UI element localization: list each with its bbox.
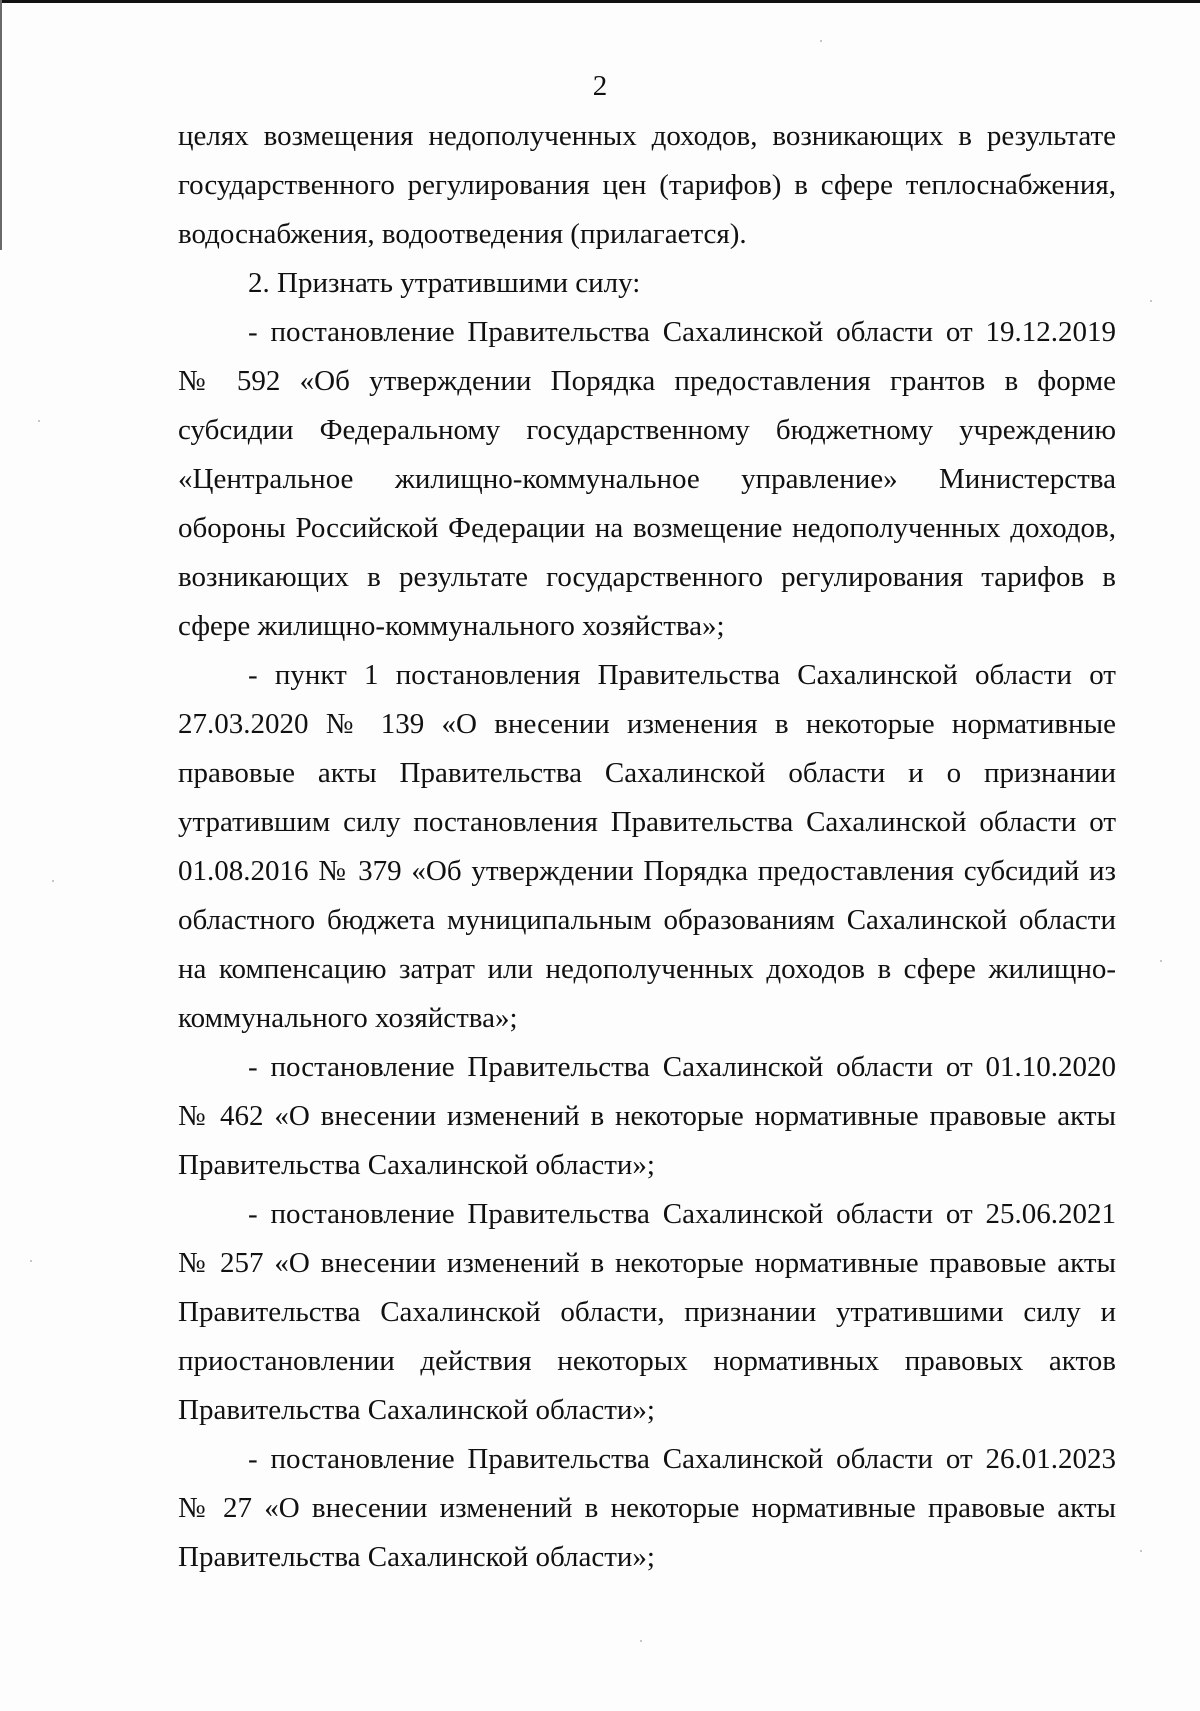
document-body	[178, 112, 1116, 1582]
paragraph-item-2: 2. Признать утратившими силу:	[248, 267, 641, 299]
scan-speckle	[640, 1640, 642, 1642]
scan-left-edge	[0, 0, 2, 250]
paragraph-repeal-462: - постановление Правительства Сахалинской области от 01.10.2020 № 462 «О внесении изменений в некоторые нормативные правовые акты Правительства Сахалинской области»;	[178, 1051, 1116, 1181]
paragraph-repeal-139: - пункт 1 постановления Правительства Сахалинской области от 27.03.2020 № 139 «О внесении изменения в некоторые нормативные правовые акты Правительства Сахалинской области и о признании утратившим силу постановления Правительства Сахалинской области от 01.08.2016 № 379 «Об утверждении Порядка предоставления субсидий из областного бюджета муниципальным образованиям Сахалинской области на компенсацию затрат или недополученных доходов в сфере жилищно-коммунального хозяйства»;	[178, 659, 1116, 1034]
scan-speckle	[1160, 960, 1162, 962]
scan-speckle	[1150, 300, 1152, 302]
scan-speckle	[820, 40, 822, 42]
paragraph-repeal-257: - постановление Правительства Сахалинской области от 25.06.2021 № 257 «О внесении изменений в некоторые нормативные правовые акты Правительства Сахалинской области, признании утратившими силу и приостановлении действия некоторых нормативных правовых актов Правительства Сахалинской области»;	[178, 1198, 1116, 1426]
scan-speckle	[1140, 1550, 1142, 1552]
paragraph-repeal-27: - постановление Правительства Сахалинской области от 26.01.2023 № 27 «О внесении изменений в некоторые нормативные правовые акты Правительства Сахалинской области»;	[178, 1443, 1116, 1573]
paragraph-repeal-592: - постановление Правительства Сахалинской области от 19.12.2019 № 592 «Об утверждении Порядка предоставления грантов в форме субсидии Федеральному государственному бюджетному учреждению «Центральное жилищно-коммунальное управление» Министерства обороны Российской Федерации на возмещение недополученных доходов, возникающих в результате государственного регулирования тарифов в сфере жилищно-коммунального хозяйства»;	[178, 316, 1116, 642]
scan-speckle	[38, 420, 40, 422]
scan-speckle	[30, 1260, 32, 1262]
page-number: 2	[592, 70, 608, 102]
scan-speckle	[52, 880, 54, 882]
scan-top-border	[0, 0, 1200, 3]
paragraph-continuation: целях возмещения недополученных доходов, возникающих в результате государственного регулирования цен (тарифов) в сфере теплоснабжения, водоснабжения, водоотведения (прилагается).	[178, 120, 1116, 250]
